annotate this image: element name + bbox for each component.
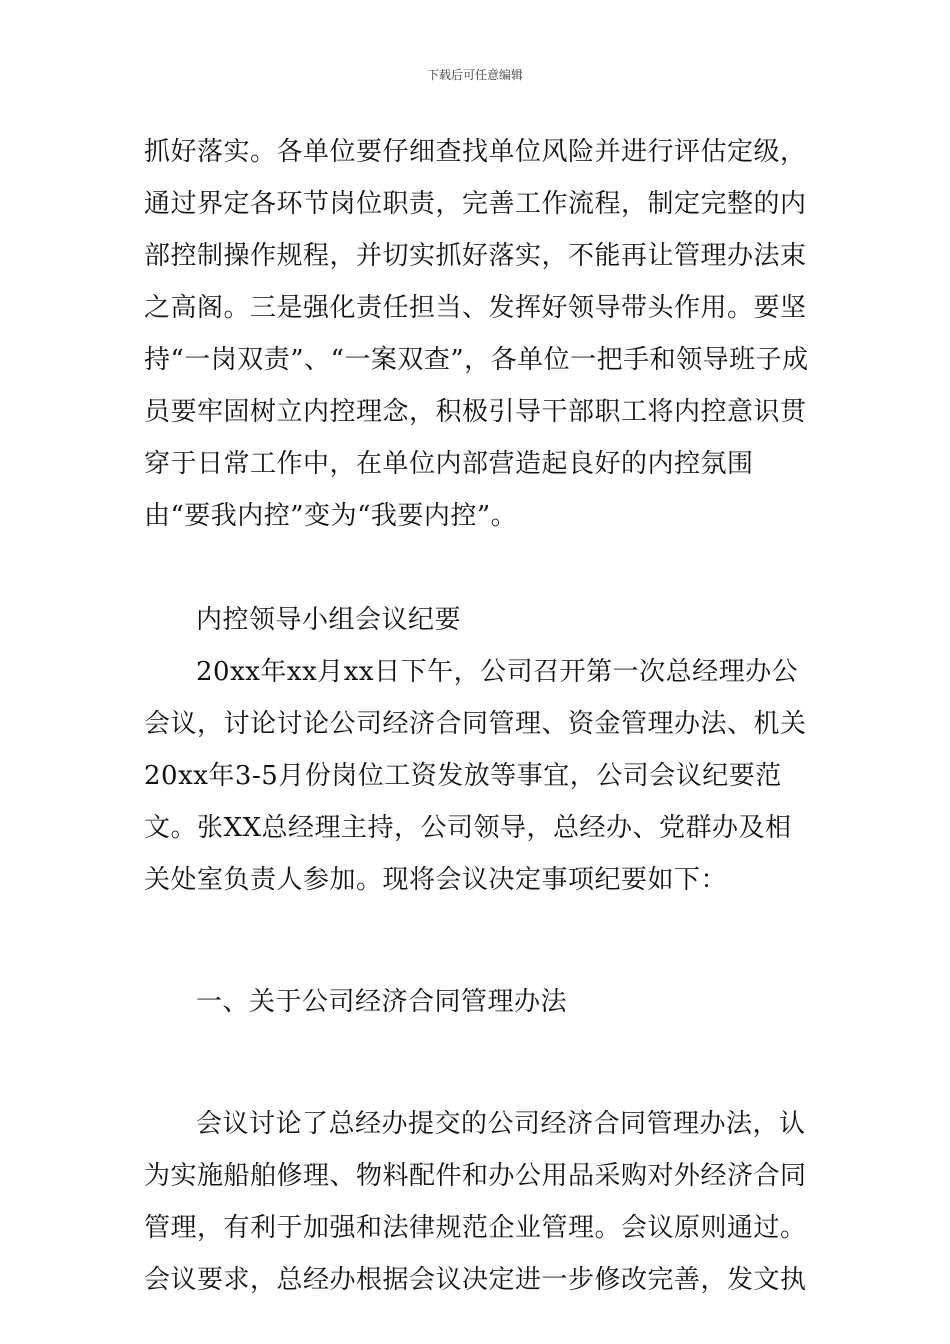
section-heading-contract-management: 一、关于公司经济合同管理办法: [196, 987, 568, 1017]
page-header-note: 下载后可任意编辑: [426, 68, 523, 82]
document-body: [144, 126, 814, 1306]
paragraph-contract-management: 会议讨论了总经办提交的公司经济合同管理办法，认为实施船舶修理、物料配件和办公用品采购对外经济合同管理，有利于加强和法律规范企业管理。会议原则通过。会议要求，总经办根据会议决定进一步修改完善，发文执: [144, 1109, 807, 1295]
paragraph-implementation: 抓好落实。各单位要仔细查找单位风险并进行评估定级，通过界定各环节岗位职责，完善工作流程，制定完整的内部控制操作规程，并切实抓好落实，不能再让管理办法束之高阁。三是强化责任担当、发挥好领导带头作用。要坚持“一岗双责”、“一案双查”，各单位一把手和领导班子成员要牢固树立内控理念，积极引导干部职工将内控意识贯穿于日常工作中，在单位内部营造起良好的内控氛围由“要我内控”变为“我要内控”。: [144, 137, 809, 531]
paragraph-meeting-intro: 20xx年xx月xx日下午，公司召开第一次总经理办公会议，讨论讨论公司经济合同管理、资金管理办法、机关20xx年3-5月份岗位工资发放等事宜，公司会议纪要范文。张XX总经理主持，公司领导，总经办、党群办及相关处室负责人参加。现将会议决定事项纪要如下：: [144, 657, 807, 895]
minutes-title: 内控领导小组会议纪要: [196, 605, 462, 635]
